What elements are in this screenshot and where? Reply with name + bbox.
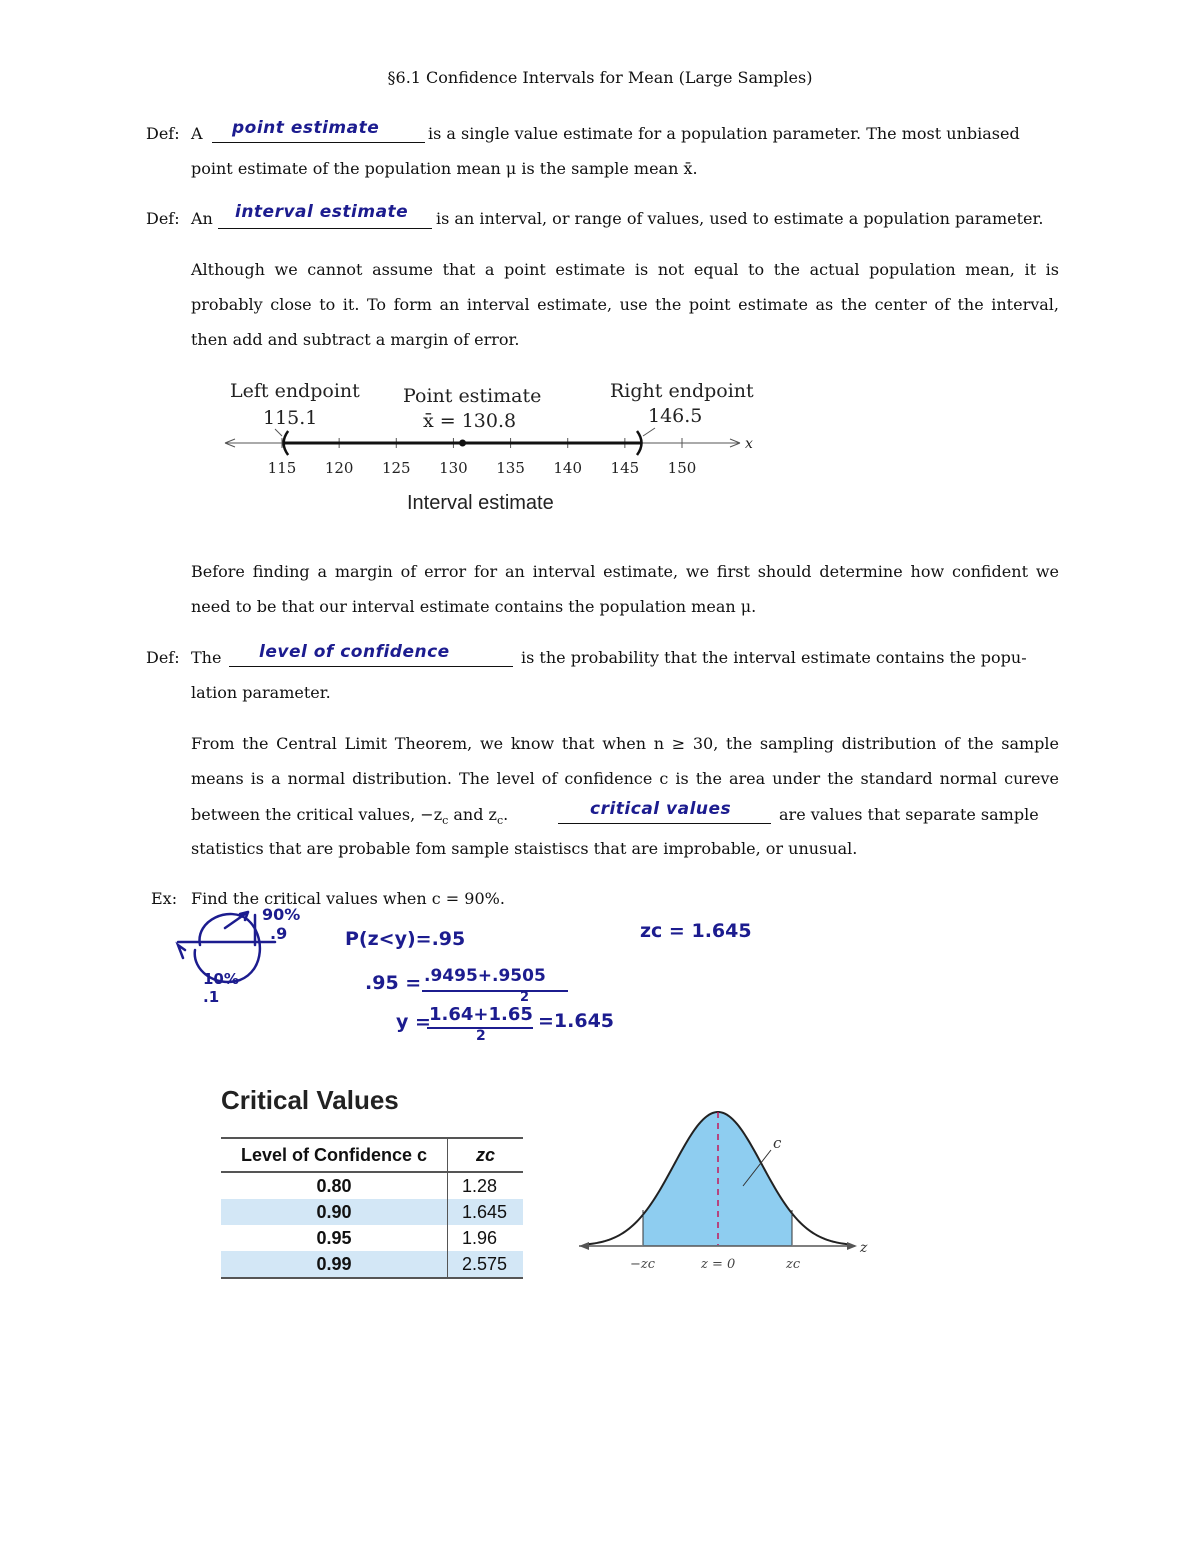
table-row: [221, 1199, 523, 1225]
col-header-zc: zc: [448, 1138, 524, 1172]
cell-c: 0.80: [221, 1172, 448, 1199]
def2-label: Def:: [146, 209, 180, 228]
hw-eq2-fraction-bar: [422, 990, 568, 992]
axis-tick-label: 130: [439, 459, 468, 477]
hw-eq3c: =1.645: [538, 1010, 615, 1032]
hw-dot1: .1: [203, 988, 220, 1006]
def3-line2: lation parameter.: [191, 683, 331, 702]
def1-line2: point estimate of the population mean μ is the sample mean x̄.: [191, 159, 698, 178]
def3-label: Def:: [146, 648, 180, 667]
def2-post: is an interval, or range of values, used to estimate a population parameter.: [436, 209, 1044, 228]
cell-z: 1.96: [462, 1227, 498, 1248]
example-label: Ex:: [151, 889, 178, 908]
z-axis-left-arrow: [579, 1242, 589, 1250]
cell-c: 0.99: [221, 1251, 448, 1278]
axis-tick-label: 145: [610, 459, 640, 477]
hw-eq2den: 2: [520, 990, 530, 1005]
axis-tick-label: 125: [381, 459, 411, 477]
para3-line3-post: are values that separate sample: [779, 805, 1039, 824]
def1-label: Def:: [146, 124, 180, 143]
period: .: [503, 805, 509, 824]
axis-variable-label: x: [745, 436, 753, 452]
right-pointer-line: [643, 428, 655, 436]
left-endpoint-value: 115.1: [263, 407, 318, 429]
para2-line1: Before finding a margin of error for an interval estimate, we first should determine how confident we: [191, 562, 1059, 581]
hw-eq2b: .9495+.9505: [424, 966, 546, 986]
cell-z: 2.575: [448, 1251, 524, 1278]
axis-tick-label: 120: [324, 459, 354, 477]
z-axis-label: z: [860, 1240, 868, 1256]
left-pointer-line: [275, 429, 282, 436]
para1-line2: probably close to it. To form an interval estimate, use the point estimate as the center of the interval,: [191, 295, 1059, 314]
point-estimate-dot: [459, 440, 466, 447]
interval-figure: [215, 372, 775, 522]
critical-values-text: between the critical values, −z: [191, 805, 443, 824]
table-row: [221, 1172, 523, 1199]
page-title: §6.1 Confidence Intervals for Mean (Large Samples): [387, 68, 813, 87]
left-endpoint-label: Left endpoint: [230, 380, 360, 402]
table-row: [221, 1225, 523, 1251]
cell-c: 0.90: [221, 1199, 448, 1225]
and-zc-text: and z: [448, 805, 497, 824]
hw-zc: zc = 1.645: [640, 920, 752, 942]
para3-line4: statistics that are probable fom sample staistiscs that are improbable, or unusual.: [191, 839, 858, 858]
point-estimate-value: x̄ = 130.8: [423, 410, 517, 432]
normal-curve-figure: [575, 1100, 885, 1280]
para1-line1: Although we cannot assume that a point estimate is not equal to the actual population mean, it is: [191, 260, 1059, 279]
def1-post: is a single value estimate for a population parameter. The most unbiased: [428, 124, 1020, 143]
example-text: Find the critical values when c = 90%.: [191, 889, 505, 908]
def2-answer: interval estimate: [235, 202, 409, 222]
axis-tick-label: 135: [496, 459, 525, 477]
critical-table-title: Critical Values: [221, 1085, 399, 1115]
point-estimate-label: Point estimate: [403, 385, 542, 407]
zero-tick-label: z = 0: [701, 1257, 736, 1272]
para3-answer: critical values: [590, 799, 732, 819]
para2-line2: need to be that our interval estimate contains the population mean μ.: [191, 597, 757, 616]
para3-line3-a: [191, 805, 508, 831]
axis-tick-label: 140: [553, 459, 583, 477]
para1-line3: then add and subtract a margin of error.: [191, 330, 520, 349]
area-label: c: [773, 1134, 782, 1152]
def3-pre: The: [191, 648, 222, 667]
hw-10pct: 10%: [203, 970, 239, 988]
hw-dot9: .9: [270, 924, 288, 943]
neg-zc-tick-label: −zc: [630, 1257, 656, 1272]
hw-eq2a: .95 =: [365, 972, 422, 994]
cell-z: 1.645: [448, 1199, 524, 1225]
cell-c: 0.95: [221, 1225, 448, 1251]
para3-line2: means is a normal distribution. The level of confidence c is the area under the standard normal cureve: [191, 769, 1059, 788]
def1-pre: A: [191, 124, 203, 143]
hw-eq1: P(z<y)=.95: [345, 928, 466, 950]
cell-z: 1.28: [462, 1175, 498, 1196]
def2-pre: An: [191, 209, 213, 228]
para3-line1: From the Central Limit Theorem, we know that when n ≥ 30, the sampling distribution of the sample: [191, 734, 1059, 753]
zc-tick-label: zc: [786, 1257, 801, 1272]
def1-answer: point estimate: [232, 118, 380, 138]
sketch-arrow-left: [178, 945, 185, 958]
hw-eq3b: 1.64+1.65: [429, 1004, 533, 1025]
right-endpoint-value: 146.5: [648, 405, 703, 427]
interval-caption: Interval estimate: [407, 492, 554, 514]
z-axis-right-arrow: [847, 1242, 857, 1250]
hw-eq3den: 2: [476, 1028, 486, 1044]
col-header-confidence: Level of Confidence c: [221, 1138, 448, 1172]
subscript-c: c: [442, 814, 449, 828]
axis-tick-label: 115: [267, 459, 297, 477]
table-row: [221, 1251, 523, 1278]
right-endpoint-label: Right endpoint: [610, 380, 754, 402]
axis-tick-label: 150: [667, 459, 697, 477]
critical-values-table: [221, 1137, 523, 1279]
def3-post: is the probability that the interval estimate contains the popu-: [521, 648, 1027, 667]
hw-90pct: 90%: [262, 905, 301, 924]
def3-answer: level of confidence: [259, 642, 450, 662]
hw-eq3a: y =: [396, 1011, 431, 1033]
subscript-c-2: c: [496, 814, 504, 828]
